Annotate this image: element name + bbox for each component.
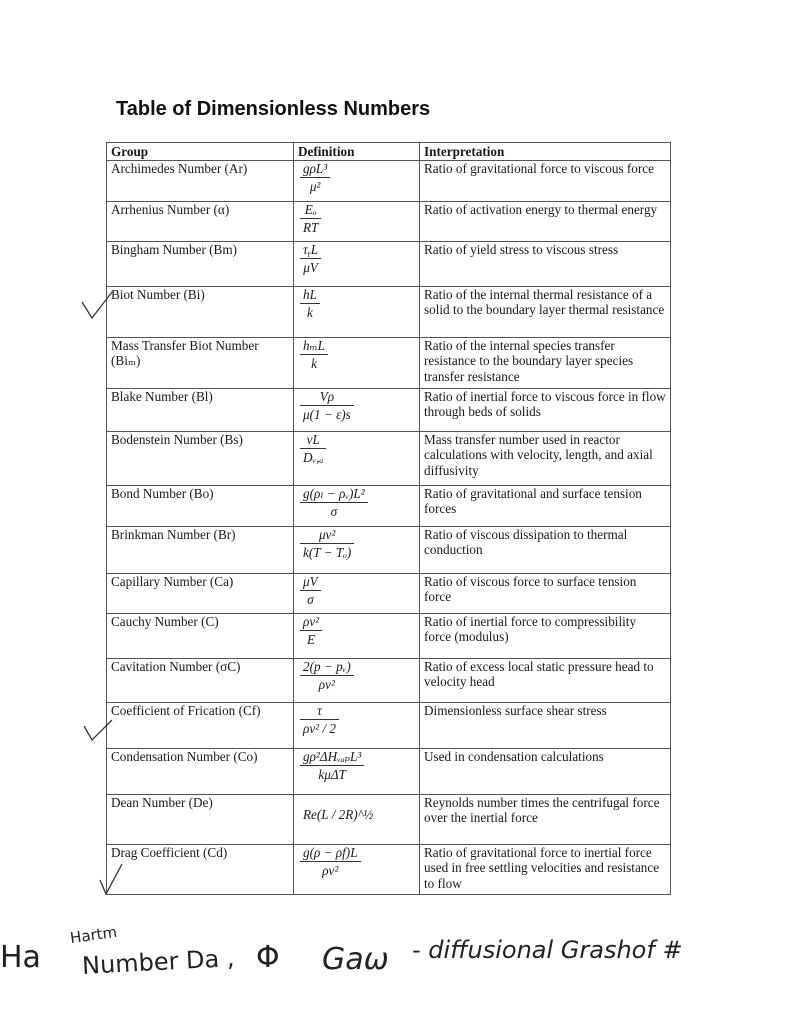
interpretation-cell: Ratio of the internal thermal resistance of a solid to the boundary layer thermal resistance (420, 286, 671, 337)
denominator: ρv² (322, 862, 339, 878)
group-cell: Cauchy Number (C) (107, 613, 294, 658)
table-row (107, 431, 671, 485)
header-interpretation: Interpretation (420, 143, 671, 161)
group-cell: Archimedes Number (Ar) (107, 160, 294, 201)
document-title: Table of Dimensionless Numbers (116, 98, 431, 120)
definition-cell (294, 748, 420, 794)
numerator: ρv² (300, 614, 322, 631)
group-cell: Cavitation Number (σC) (107, 658, 294, 702)
table-row (107, 201, 671, 241)
group-cell: Brinkman Number (Br) (107, 526, 294, 573)
definition-cell (294, 201, 420, 241)
group-cell: Arrhenius Number (α) (107, 201, 294, 241)
denominator: RT (303, 219, 319, 235)
table-row (107, 160, 671, 201)
group-cell: Bingham Number (Bm) (107, 241, 294, 286)
group-cell: Coefficient of Frication (Cf) (107, 702, 294, 748)
denominator: k(T − Tₒ) (303, 544, 352, 560)
checkmark-icon (78, 288, 118, 324)
interpretation-cell: Ratio of inertial force to compressibility force (modulus) (420, 613, 671, 658)
interpretation-cell: Used in condensation calculations (420, 748, 671, 794)
table-row (107, 748, 671, 794)
fraction (300, 338, 328, 373)
interpretation-cell: Ratio of excess local static pressure head to velocity head (420, 658, 671, 702)
numerator: gρ²ΔHᵥₐₚL³ (300, 749, 364, 766)
fraction (300, 161, 330, 196)
fraction (300, 659, 354, 694)
group-cell: Dean Number (De) (107, 794, 294, 844)
fraction (300, 845, 361, 880)
numerator: 2(p − pᵥ) (300, 659, 354, 676)
group-cell: Bond Number (Bo) (107, 485, 294, 526)
denominator: kμΔT (318, 766, 346, 782)
definition-cell (294, 658, 420, 702)
table-row (107, 485, 671, 526)
denominator: σ (330, 503, 338, 519)
denominator: μV (303, 259, 318, 275)
definition-cell (294, 702, 420, 748)
numerator: Vρ (300, 389, 354, 406)
definition-cell (294, 573, 420, 613)
group-cell: Mass Transfer Biot Number (Biₘ) (107, 337, 294, 388)
fraction (300, 614, 322, 649)
fraction (300, 527, 354, 562)
fraction (300, 287, 320, 322)
handwritten-number-da: Number Da , (81, 944, 236, 980)
interpretation-cell: Reynolds number times the centrifugal force over the inertial force (420, 794, 671, 844)
header-definition: Definition (294, 143, 420, 161)
header-group: Group (107, 143, 294, 161)
definition-cell (294, 844, 420, 894)
fraction (300, 242, 321, 277)
fraction (300, 574, 321, 609)
fraction (300, 749, 364, 784)
denominator: μ² (309, 178, 321, 194)
denominator: k (307, 304, 313, 320)
group-cell: Condensation Number (Co) (107, 748, 294, 794)
numerator: Re(L / 2R)^½ (303, 806, 374, 822)
fraction (300, 389, 354, 424)
numerator: g(ρₗ − ρᵥ)L² (300, 486, 368, 503)
numerator: μV (300, 574, 321, 591)
handwritten-hartmann: Hartm (68, 922, 119, 948)
definition-cell (294, 485, 420, 526)
table-row (107, 844, 671, 894)
denominator: E (307, 631, 316, 647)
denominator: ρv² (318, 676, 335, 692)
fraction (300, 795, 376, 823)
group-cell: Drag Coefficient (Cd) (107, 844, 294, 894)
definition-cell (294, 160, 420, 201)
numerator: gρL³ (300, 161, 330, 178)
interpretation-cell: Ratio of viscous force to surface tension force (420, 573, 671, 613)
fraction (300, 703, 339, 738)
group-cell: Bodenstein Number (Bs) (107, 431, 294, 485)
interpretation-cell: Dimensionless surface shear stress (420, 702, 671, 748)
numerator: hL (300, 287, 320, 304)
fraction (300, 202, 321, 237)
numerator: Eₒ (300, 202, 321, 219)
definition-cell (294, 388, 420, 431)
definition-cell (294, 526, 420, 573)
denominator: μ(1 − ε)s (303, 406, 351, 422)
numerator: μv² (300, 527, 354, 544)
fraction (300, 432, 326, 467)
interpretation-cell: Mass transfer number used in reactor calculations with velocity, length, and axial diffusivity (420, 431, 671, 485)
numerator: τ (300, 703, 339, 720)
checkmark-icon (80, 716, 116, 746)
denominator: k (311, 355, 317, 371)
interpretation-cell: Ratio of viscous dissipation to thermal conduction (420, 526, 671, 573)
interpretation-cell: Ratio of activation energy to thermal energy (420, 201, 671, 241)
table-row (107, 658, 671, 702)
numerator: vL (300, 432, 326, 449)
definition-cell (294, 286, 420, 337)
interpretation-cell: Ratio of gravitational force to inertial force used in free settling velocities and resistance to flow (420, 844, 671, 894)
interpretation-cell: Ratio of inertial force to viscous force in flow through beds of solids (420, 388, 671, 431)
group-cell: Capillary Number (Ca) (107, 573, 294, 613)
table-row (107, 573, 671, 613)
table-header-row (107, 143, 671, 161)
table-row (107, 388, 671, 431)
handwritten-phi: Φ (256, 940, 280, 975)
table-row (107, 794, 671, 844)
definition-cell (294, 337, 420, 388)
denominator: σ (307, 591, 314, 607)
table-row (107, 241, 671, 286)
definition-cell (294, 241, 420, 286)
interpretation-cell: Ratio of gravitational and surface tension forces (420, 485, 671, 526)
table-row (107, 526, 671, 573)
interpretation-cell: Ratio of yield stress to viscous stress (420, 241, 671, 286)
dimensionless-table (106, 142, 670, 895)
numerator: τᵧL (300, 242, 321, 259)
table-row (107, 702, 671, 748)
definition-cell (294, 431, 420, 485)
table-row (107, 286, 671, 337)
interpretation-cell: Ratio of the internal species transfer resistance to the boundary layer species transfer resistance (420, 337, 671, 388)
handwritten-gaw: Gaω (322, 942, 389, 977)
definition-cell (294, 794, 420, 844)
table-row (107, 337, 671, 388)
checkmark-icon (96, 860, 126, 900)
table-row (107, 613, 671, 658)
handwritten-diffusional-grashof: - diffusional Grashof # (412, 936, 683, 964)
group-cell: Biot Number (Bi) (107, 286, 294, 337)
denominator: ρv² / 2 (303, 720, 336, 736)
interpretation-cell: Ratio of gravitational force to viscous force (420, 160, 671, 201)
numerator: hₘL (300, 338, 328, 355)
numerator: g(ρ − ρf)L (300, 845, 361, 862)
group-cell: Blake Number (Bl) (107, 388, 294, 431)
fraction (300, 486, 368, 521)
definition-cell (294, 613, 420, 658)
denominator: Dᵥ,ₐ (303, 449, 324, 465)
handwritten-ha: Ha (0, 940, 41, 975)
